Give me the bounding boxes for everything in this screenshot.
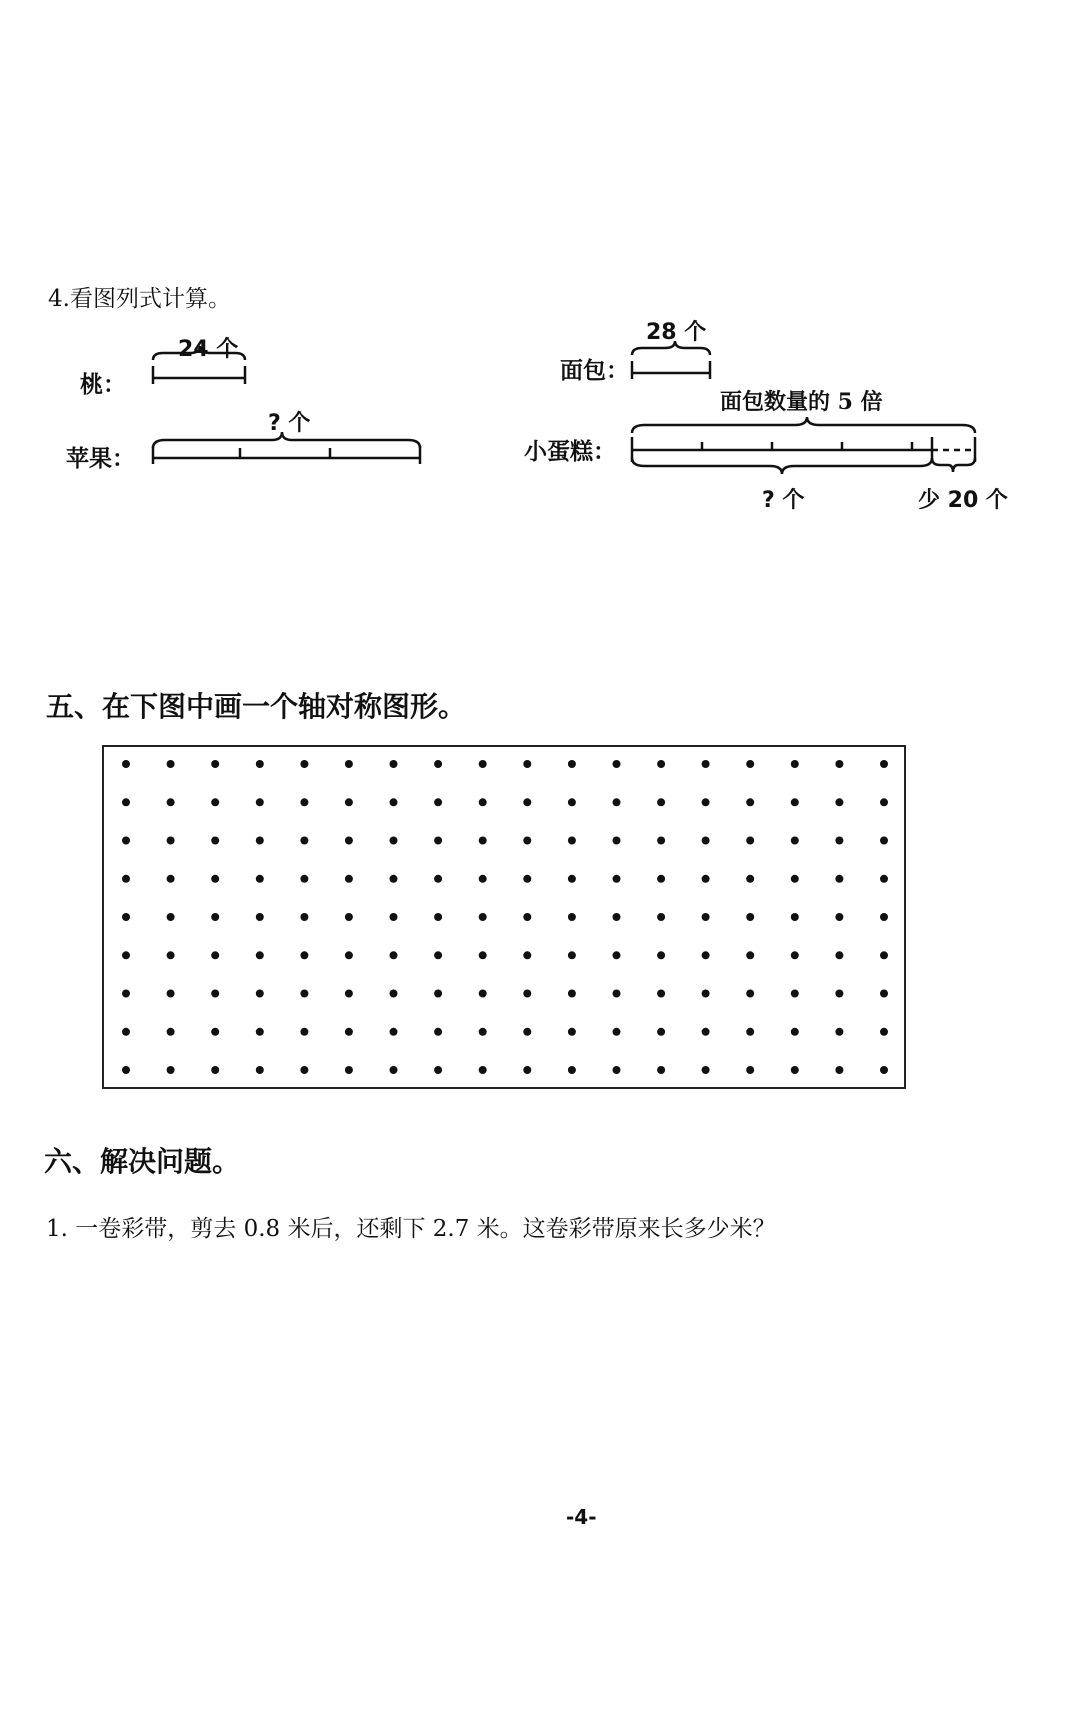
grid-dot[interactable]: [434, 798, 442, 806]
grid-dot[interactable]: [613, 1066, 621, 1074]
cake-label: 小蛋糕：: [524, 438, 616, 465]
grid-dot[interactable]: [568, 1028, 576, 1036]
grid-dot[interactable]: [167, 1066, 175, 1074]
grid-dot[interactable]: [702, 990, 710, 998]
grid-dot[interactable]: [880, 990, 888, 998]
grid-dot[interactable]: [256, 1028, 264, 1036]
grid-dot[interactable]: [211, 760, 219, 768]
grid-dot[interactable]: [702, 837, 710, 845]
grid-dot[interactable]: [167, 1028, 175, 1036]
grid-dot[interactable]: [746, 798, 754, 806]
grid-dot[interactable]: [390, 798, 398, 806]
peach-count: 24 个: [178, 337, 239, 362]
grid-dot[interactable]: [880, 951, 888, 959]
apple-count: ? 个: [268, 411, 311, 436]
grid-dot[interactable]: [835, 913, 843, 921]
dot-grid-canvas[interactable]: [102, 745, 906, 1089]
grid-dot[interactable]: [211, 1028, 219, 1036]
grid-dot[interactable]: [345, 798, 353, 806]
grid-dot[interactable]: [122, 990, 130, 998]
grid-dot[interactable]: [390, 951, 398, 959]
cake-unknown-count: ? 个: [762, 488, 805, 513]
grid-dot[interactable]: [479, 760, 487, 768]
problem-1-text: 1. 一卷彩带，剪去 0.8 米后，还剩下 2.7 米。这卷彩带原来长多少米？: [46, 1216, 776, 1242]
grid-dot[interactable]: [122, 951, 130, 959]
grid-dot[interactable]: [345, 875, 353, 883]
grid-dot[interactable]: [390, 913, 398, 921]
grid-dot[interactable]: [568, 798, 576, 806]
grid-dot[interactable]: [300, 1066, 308, 1074]
grid-dot[interactable]: [167, 875, 175, 883]
grid-dot[interactable]: [613, 875, 621, 883]
grid-dot[interactable]: [256, 1066, 264, 1074]
grid-dot[interactable]: [880, 1028, 888, 1036]
grid-dot[interactable]: [122, 760, 130, 768]
grid-dot[interactable]: [702, 1028, 710, 1036]
grid-dot[interactable]: [256, 990, 264, 998]
grid-dot[interactable]: [702, 951, 710, 959]
grid-dot[interactable]: [657, 1028, 665, 1036]
grid-dot[interactable]: [256, 760, 264, 768]
grid-dot[interactable]: [523, 1028, 531, 1036]
grid-dot[interactable]: [434, 875, 442, 883]
grid-dot[interactable]: [835, 951, 843, 959]
grid-dot[interactable]: [122, 837, 130, 845]
grid-dot[interactable]: [300, 913, 308, 921]
grid-dot[interactable]: [256, 951, 264, 959]
grid-dot[interactable]: [568, 875, 576, 883]
section-5-title: 五、在下图中画一个轴对称图形。: [46, 690, 467, 723]
grid-dot[interactable]: [791, 990, 799, 998]
grid-dot[interactable]: [568, 1066, 576, 1074]
grid-dot[interactable]: [657, 760, 665, 768]
grid-dot[interactable]: [300, 798, 308, 806]
grid-dot[interactable]: [479, 990, 487, 998]
grid-dot[interactable]: [657, 837, 665, 845]
grid-dot[interactable]: [345, 1028, 353, 1036]
grid-dot[interactable]: [702, 875, 710, 883]
grid-dot[interactable]: [791, 837, 799, 845]
bread-count: 28 个: [646, 320, 707, 345]
grid-dot[interactable]: [390, 875, 398, 883]
grid-dot[interactable]: [300, 951, 308, 959]
grid-dot[interactable]: [657, 913, 665, 921]
grid-dot[interactable]: [791, 1028, 799, 1036]
grid-dot[interactable]: [791, 875, 799, 883]
grid-dot[interactable]: [791, 913, 799, 921]
grid-dot[interactable]: [167, 951, 175, 959]
grid-dot[interactable]: [613, 837, 621, 845]
grid-dot[interactable]: [880, 798, 888, 806]
grid-dot[interactable]: [657, 875, 665, 883]
grid-dot[interactable]: [390, 837, 398, 845]
grid-dot[interactable]: [835, 1028, 843, 1036]
grid-dot[interactable]: [613, 798, 621, 806]
grid-dot[interactable]: [434, 760, 442, 768]
grid-dot[interactable]: [256, 837, 264, 845]
grid-dot[interactable]: [880, 875, 888, 883]
grid-dot[interactable]: [434, 1028, 442, 1036]
grid-dot[interactable]: [746, 760, 754, 768]
grid-dot[interactable]: [791, 760, 799, 768]
grid-dot[interactable]: [835, 798, 843, 806]
grid-dot[interactable]: [122, 875, 130, 883]
grid-dot[interactable]: [568, 760, 576, 768]
grid-dot[interactable]: [300, 837, 308, 845]
grid-dot[interactable]: [523, 913, 531, 921]
apple-label: 苹果：: [66, 445, 135, 472]
grid-dot[interactable]: [479, 837, 487, 845]
grid-dot[interactable]: [167, 798, 175, 806]
grid-dot[interactable]: [523, 760, 531, 768]
grid-dot[interactable]: [479, 1066, 487, 1074]
grid-dot[interactable]: [345, 837, 353, 845]
grid-dot[interactable]: [835, 875, 843, 883]
grid-dot[interactable]: [211, 1066, 219, 1074]
grid-dot[interactable]: [479, 951, 487, 959]
grid-dot[interactable]: [613, 1028, 621, 1036]
grid-dot[interactable]: [880, 1066, 888, 1074]
grid-dot[interactable]: [746, 1028, 754, 1036]
grid-dot[interactable]: [791, 1066, 799, 1074]
section-6-title: 六、解决问题。: [44, 1145, 241, 1178]
grid-dot[interactable]: [390, 760, 398, 768]
grid-dot[interactable]: [613, 913, 621, 921]
grid-dot[interactable]: [702, 760, 710, 768]
grid-dot[interactable]: [657, 951, 665, 959]
grid-dot[interactable]: [657, 798, 665, 806]
grid-dot[interactable]: [568, 951, 576, 959]
grid-dot[interactable]: [256, 875, 264, 883]
question-4-title: 4.看图列式计算。: [48, 286, 231, 312]
grid-dot[interactable]: [523, 798, 531, 806]
grid-dot[interactable]: [434, 1066, 442, 1074]
grid-dot[interactable]: [613, 990, 621, 998]
grid-dot[interactable]: [880, 913, 888, 921]
grid-dot[interactable]: [746, 913, 754, 921]
grid-dot[interactable]: [746, 951, 754, 959]
cake-bottom-brace: [632, 458, 932, 474]
grid-dot[interactable]: [345, 1066, 353, 1074]
grid-dot[interactable]: [300, 1028, 308, 1036]
grid-dot[interactable]: [746, 990, 754, 998]
grid-dot[interactable]: [345, 760, 353, 768]
grid-dot[interactable]: [568, 837, 576, 845]
grid-dot[interactable]: [211, 837, 219, 845]
grid-dot[interactable]: [702, 913, 710, 921]
grid-dot[interactable]: [122, 913, 130, 921]
grid-dot[interactable]: [300, 760, 308, 768]
grid-dot[interactable]: [568, 913, 576, 921]
less-brace: [932, 458, 975, 472]
grid-dot[interactable]: [479, 875, 487, 883]
grid-dot[interactable]: [256, 913, 264, 921]
grid-dot[interactable]: [746, 837, 754, 845]
grid-dot[interactable]: [211, 875, 219, 883]
grid-dot[interactable]: [167, 837, 175, 845]
grid-dot[interactable]: [122, 798, 130, 806]
cake-top-brace: [632, 417, 975, 433]
grid-dot[interactable]: [434, 951, 442, 959]
grid-dot[interactable]: [746, 875, 754, 883]
grid-dot[interactable]: [523, 837, 531, 845]
grid-dot[interactable]: [211, 990, 219, 998]
grid-dot[interactable]: [657, 1066, 665, 1074]
grid-dot[interactable]: [434, 990, 442, 998]
grid-dot[interactable]: [300, 990, 308, 998]
grid-dot[interactable]: [702, 1066, 710, 1074]
bread-label: 面包：: [560, 357, 629, 384]
grid-dot[interactable]: [300, 875, 308, 883]
grid-dot[interactable]: [479, 1028, 487, 1036]
grid-dot[interactable]: [167, 990, 175, 998]
grid-dot[interactable]: [390, 990, 398, 998]
grid-dot[interactable]: [702, 798, 710, 806]
grid-dot[interactable]: [657, 990, 665, 998]
grid-dot[interactable]: [122, 1066, 130, 1074]
grid-dot[interactable]: [479, 798, 487, 806]
grid-dot[interactable]: [613, 760, 621, 768]
grid-dot[interactable]: [167, 913, 175, 921]
grid-dot[interactable]: [211, 913, 219, 921]
multiple-text: 面包数量的 5 倍: [720, 389, 883, 415]
grid-dot[interactable]: [345, 951, 353, 959]
grid-dot[interactable]: [523, 875, 531, 883]
grid-dot[interactable]: [345, 913, 353, 921]
grid-dot[interactable]: [523, 1066, 531, 1074]
less-text: 少 20 个: [918, 488, 1008, 513]
grid-dot[interactable]: [791, 951, 799, 959]
grid-dot[interactable]: [835, 990, 843, 998]
grid-dot[interactable]: [479, 913, 487, 921]
dot-grid: [104, 747, 904, 1087]
grid-dot[interactable]: [390, 1066, 398, 1074]
grid-dot[interactable]: [835, 1066, 843, 1074]
grid-dot[interactable]: [791, 798, 799, 806]
peach-label: 桃：: [80, 371, 126, 398]
grid-dot[interactable]: [256, 798, 264, 806]
grid-dot[interactable]: [390, 1028, 398, 1036]
grid-dot[interactable]: [211, 798, 219, 806]
grid-dot[interactable]: [835, 760, 843, 768]
grid-dot[interactable]: [434, 913, 442, 921]
grid-dot[interactable]: [880, 837, 888, 845]
grid-dot[interactable]: [613, 951, 621, 959]
grid-dot[interactable]: [434, 837, 442, 845]
grid-dot[interactable]: [523, 990, 531, 998]
grid-dot[interactable]: [835, 837, 843, 845]
grid-dot[interactable]: [167, 760, 175, 768]
grid-dot[interactable]: [122, 1028, 130, 1036]
grid-dot[interactable]: [568, 990, 576, 998]
grid-dot[interactable]: [746, 1066, 754, 1074]
page-number: -4-: [566, 1505, 597, 1529]
grid-dot[interactable]: [211, 951, 219, 959]
grid-dot[interactable]: [880, 760, 888, 768]
grid-dot[interactable]: [345, 990, 353, 998]
grid-dot[interactable]: [523, 951, 531, 959]
